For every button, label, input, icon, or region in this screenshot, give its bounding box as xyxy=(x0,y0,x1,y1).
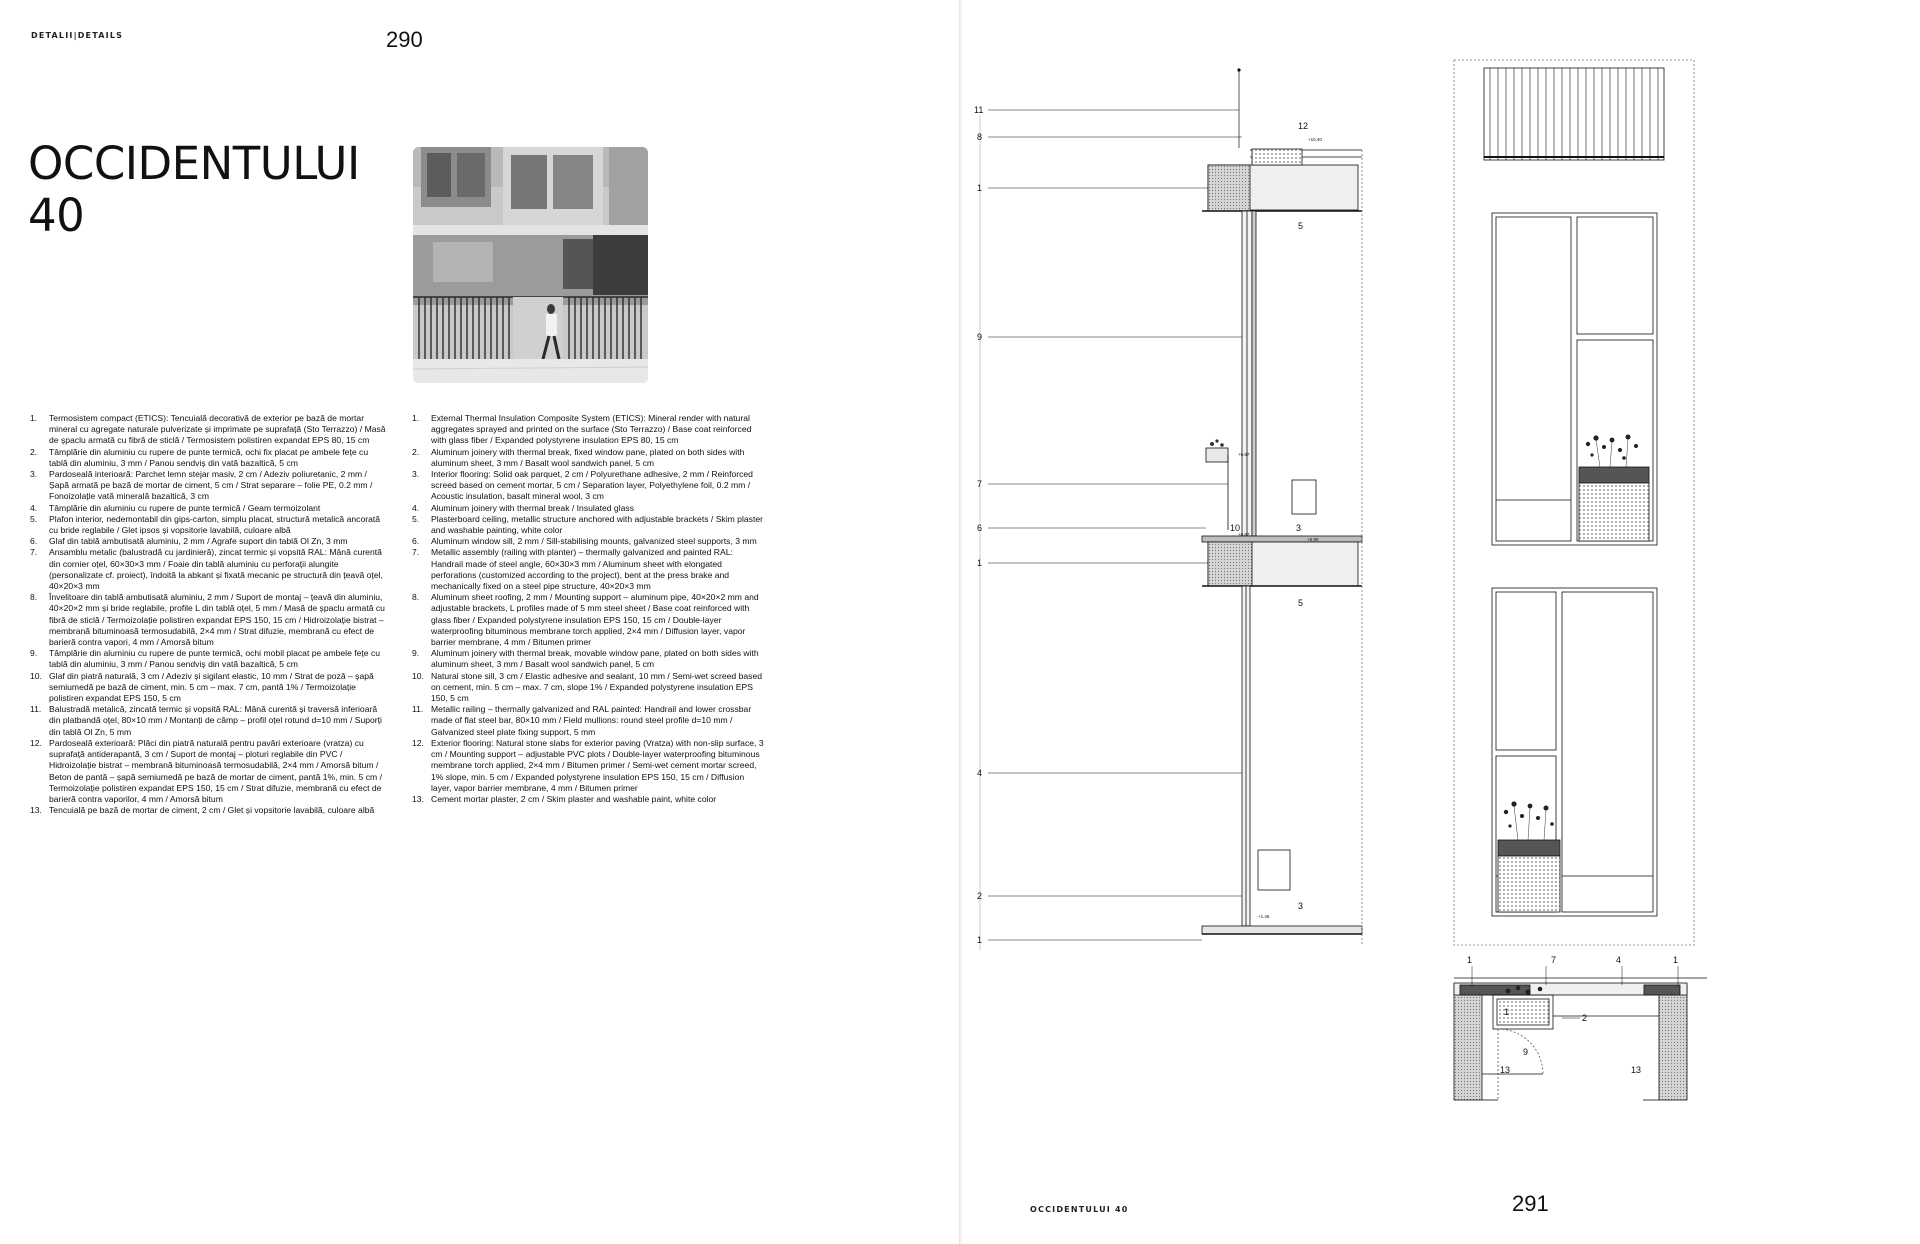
note-item-en-1: 1. External Thermal Insulation Composite System (ETICS): Mineral render with natural aggregates sprayed and printed on the surface (Sto Terrazzo) / Base coat reinforced with glass fiber / Expanded polystyrene insulation EPS 80, 15 cm xyxy=(412,413,752,446)
note-item-en-13: 13. Cement mortar plaster, 2 cm / Skim plaster and washable paint, white color xyxy=(412,793,717,804)
note-item-en-8: 8. Aluminum sheet roofing, 2 mm / Mounting support – aluminum pipe, 40×20×2 mm and adjustable brackets, L profiles made of 5 mm steel sheet / Base coat reinforced with glass fiber / Expanded polystyrene insulation EPS 150, 15 cm / Double-layer waterproofing bituminous membrane torch applied, 2×4 mm / Diffusion layer, vapor barrier membrane, 4 mm / Bitumen primer xyxy=(412,592,759,648)
notes-list-english xyxy=(412,413,767,805)
note-item-ro-11: 11. Balustradă metalică, zincată termic și vopsită RAL: Mână curentă și traversă inferioară din platbandă oțel, 80×10 mm / Montanți de câmp – profil oțel rotund d=10 mm / Suporți din tablă Ol Zn, 5 mm xyxy=(30,704,382,737)
note-item-ro-4: 4. Tâmplărie din aluminiu cu rupere de punte termică / Geam termoizolant xyxy=(30,502,321,513)
notes-list-romanian xyxy=(30,413,388,816)
page-number-left: 290 xyxy=(386,27,423,52)
plan-label-7: 7 xyxy=(1551,955,1557,965)
title-line-2: 40 xyxy=(28,189,85,242)
page-title xyxy=(28,138,360,242)
section-planter-plant xyxy=(1210,439,1224,446)
section-label-3-mid: 3 xyxy=(1296,523,1302,533)
note-item-en-12: 12. Exterior flooring: Natural stone slabs for exterior paving (Vratza) with non-slip surface, 3 cm / Mounting support – adjustable PVC plots / Double-layer waterproofing bituminous membrane torch applied, 2×4 mm / Bitumen primer / Semi-wet cement mortar screed, 1% slope, min. 5 cm / Expanded polystyrene insulation EPS 150, 15 cm / Diffusion layer, vapor barrier membrane, 4 mm / Bitumen primer xyxy=(412,737,764,793)
section-label-1-mid: 1 xyxy=(977,558,983,568)
level-marker-planter: +6.87 xyxy=(1238,452,1250,457)
note-item-ro-9: 9. Tâmplărie din aluminiu cu rupere de punte termică, ochi mobil placat pe ambele fețe cu tablă din aluminiu, 3 mm / Panou sendviș din vată bazaltică, 5 cm xyxy=(30,648,381,670)
note-item-ro-10: 10. Glaf din piatră naturală, 3 cm / Adeziv și sigilant elastic, 10 mm / Strat de poză – șapă semiumedă pe bază de ciment, min. 5 cm – max. 7 cm, pantă 1% / Termoizolație polistiren expandat EPS 150, 5 cm xyxy=(30,670,374,704)
note-item-en-11: 11. Metallic railing – thermally galvanized and RAL painted: Handrail and lower crossbar made of flat steel bar, 80×10 mm / Field mullions: round steel profile d=10 mm / Galvanized steel plate fixing support, 5 mm xyxy=(412,704,752,737)
level-marker-bottom: +1.46 xyxy=(1258,914,1270,919)
note-item-en-9: 9. Aluminum joinery with thermal break, movable window pane, plated on both sides with aluminum sheet, 3 mm / Basalt wool sandwich panel, 5 cm xyxy=(412,648,759,670)
running-head-left: DETALII|DETAILS xyxy=(31,31,124,40)
note-item-en-5: 5. Plasterboard ceiling, metallic structure anchored with adjustable brackets / Skim plaster and washable painting, white color xyxy=(412,513,763,536)
title-line-1: OCCIDENTULUI xyxy=(28,137,360,190)
section-label-6: 6 xyxy=(977,523,983,533)
level-marker-sill: +6.87 xyxy=(1238,532,1250,537)
architectural-drawing xyxy=(962,0,1920,1244)
wall-section-drawing xyxy=(980,69,1362,950)
section-label-9: 9 xyxy=(977,332,983,342)
note-item-ro-6: 6. Glaf din tablă ambutisată aluminiu, 2 mm / Agrafe suport din tablă Ol Zn, 3 mm xyxy=(30,536,348,547)
plan-label-13-right: 13 xyxy=(1631,1065,1642,1075)
section-label-7: 7 xyxy=(977,479,983,489)
section-label-4: 4 xyxy=(977,768,983,778)
right-page xyxy=(962,0,1920,1244)
balcony-plan-drawing xyxy=(1454,978,1707,1100)
plan-label-13-left: 13 xyxy=(1500,1065,1511,1075)
running-head-right: OCCIDENTULUI 40 xyxy=(1030,1205,1129,1214)
note-item-ro-3: 3. Pardoseală interioară: Parchet lemn stejar masiv, 2 cm / Adeziv poliuretanic, 2 mm / Șapă armată pe bază de mortar de ciment, 5 cm / Strat separare – folie PE, 0.2 mm / Fonoizolație vată minerală bazaltică, 3 cm xyxy=(30,469,373,502)
plan-label-4: 4 xyxy=(1616,955,1622,965)
note-item-ro-7: 7. Ansamblu metalic (balustradă cu jardinieră), zincat termic și vopsită RAL: Mână curentă din cornier oțel, 60×30×3 mm / Foaie din tablă aluminiu cu perforații alungite (personalizate cf. proiect), îndoită la abkant și fixată mecanic pe structură din țeavă oțel, 40×20×3 mm xyxy=(30,547,383,592)
plan-label-1-right: 1 xyxy=(1673,955,1679,965)
building-photo-image xyxy=(413,147,648,383)
note-item-en-3: 3. Interior flooring: Solid oak parquet, 2 cm / Polyurethane adhesive, 2 mm / Reinforced screed based on cement mortar, 5 cm / Separation layer, Polyethylene foil, 0.2 mm / Acoustic insulation, basalt mineral wool, 3 cm xyxy=(412,469,753,502)
note-item-en-10: 10. Natural stone sill, 3 cm / Elastic adhesive and sealant, 10 mm / Semi-wet screed based on cement, min. 5 cm – max. 7 cm, slope 1% / Expanded polystyrene insulation EPS 150, 5 cm xyxy=(412,670,763,704)
section-label-3-bottom: 3 xyxy=(1298,901,1304,911)
section-label-10: 10 xyxy=(1230,523,1241,533)
note-item-ro-13: 13. Tencuială pe bază de mortar de ciment, 2 cm / Glet și vopsitorie lavabilă, culoare albă xyxy=(30,805,375,816)
section-label-8: 8 xyxy=(977,132,983,142)
plan-label-1-left: 1 xyxy=(1467,955,1473,965)
level-marker-top: +10.40 xyxy=(1308,137,1322,142)
note-item-ro-5: 5. Plafon interior, nedemontabil din gips-carton, simplu placat, structură metalică ancorată cu bride reglabile / Glet ipsos și vopsitorie lavabilă, culoare albă xyxy=(30,513,381,536)
note-item-ro-8: 8. Învelitoare din tablă ambutisată aluminiu, 2 mm / Suport de montaj – țeavă din aluminiu, 40×20×2 mm și bride reglabile, profile L din tablă oțel, 5 mm / Masă de șpaclu armată cu fibră de sticlă / Termoizolație polistiren expandat EPS 150, 15 cm / Hidroizolație bistrat – membrană bituminoasă termosudabilă, 2×4 mm / Strat difuzie, membrană cu efect de barieră contra vapori, 4 mm / Amorsă bitum xyxy=(30,592,385,648)
note-item-en-7: 7. Metallic assembly (railing with planter) – thermally galvanized and painted RAL: Handrail made of steel angle, 60×30×3 mm / Aluminum sheet with elongated perforations (customized according to the project), bent at the press brake and mechanically fixed on a steel pipe structure, 40×20×3 mm xyxy=(412,547,733,592)
plan-label-1-planter: 1 xyxy=(1504,1007,1510,1017)
note-item-en-6: 6. Aluminum window sill, 2 mm / Sill-stabilising mounts, galvanized steel supports, 3 mm xyxy=(412,536,757,547)
plan-label-9: 9 xyxy=(1523,1047,1529,1057)
note-item-en-4: 4. Aluminum joinery with thermal break / Insulated glass xyxy=(412,502,634,513)
section-label-1-top: 1 xyxy=(977,183,983,193)
section-label-11: 11 xyxy=(974,105,984,115)
section-label-5-top: 5 xyxy=(1298,221,1304,231)
building-photo xyxy=(413,147,648,383)
section-label-5-mid: 5 xyxy=(1298,598,1304,608)
level-marker-floor: +6.90 xyxy=(1307,537,1319,542)
plan-label-2: 2 xyxy=(1582,1013,1588,1023)
section-label-1-bottom: 1 xyxy=(977,935,983,945)
section-label-12: 12 xyxy=(1298,121,1309,131)
note-item-en-2: 2. Aluminum joinery with thermal break, fixed window pane, plated on both sides with aluminum sheet, 3 mm / Basalt wool sandwich panel, 5 cm xyxy=(412,446,745,468)
note-item-ro-1: 1. Termosistem compact (ETICS): Tencuială decorativă de exterior pe bază de mortar mineral cu agregate naturale pulverizate și imprimate pe suprafață (Sto Terrazzo) / Masă de șpaclu armată cu fibră de sticlă / Termosistem polistiren expandat EPS 80, 15 cm xyxy=(30,413,386,446)
note-item-ro-2: 2. Tâmplărie din aluminiu cu rupere de punte termică, ochi fix placat pe ambele fețe cu tablă din aluminiu, 3 mm / Panou sendviș din vată bazaltică, 5 cm xyxy=(30,446,369,468)
note-item-ro-12: 12. Pardoseală exterioară: Plăci din piatră naturală pentru pavări exterioare (vratza) cu suprafață antiderapantă, 3 cm / Suport de montaj – ploturi reglabile din PVC / Hidroizolație bistrat – membrană bituminoasă termosudabilă, 2×4 mm / Amorsă bitum / Beton de pantă – șapă semiumedă pe bază de mortar de ciment, pantă 1%, min. 5 cm / Termoizolație polistiren expandat EPS 150, 15 cm / Strat difuzie, membrană cu efect de barieră contra vaporilor, 4 mm / Amorsă bitum xyxy=(30,737,382,804)
page-number-right: 291 xyxy=(1512,1191,1549,1216)
section-label-2: 2 xyxy=(977,891,983,901)
facade-elevation-drawing xyxy=(1454,60,1694,945)
